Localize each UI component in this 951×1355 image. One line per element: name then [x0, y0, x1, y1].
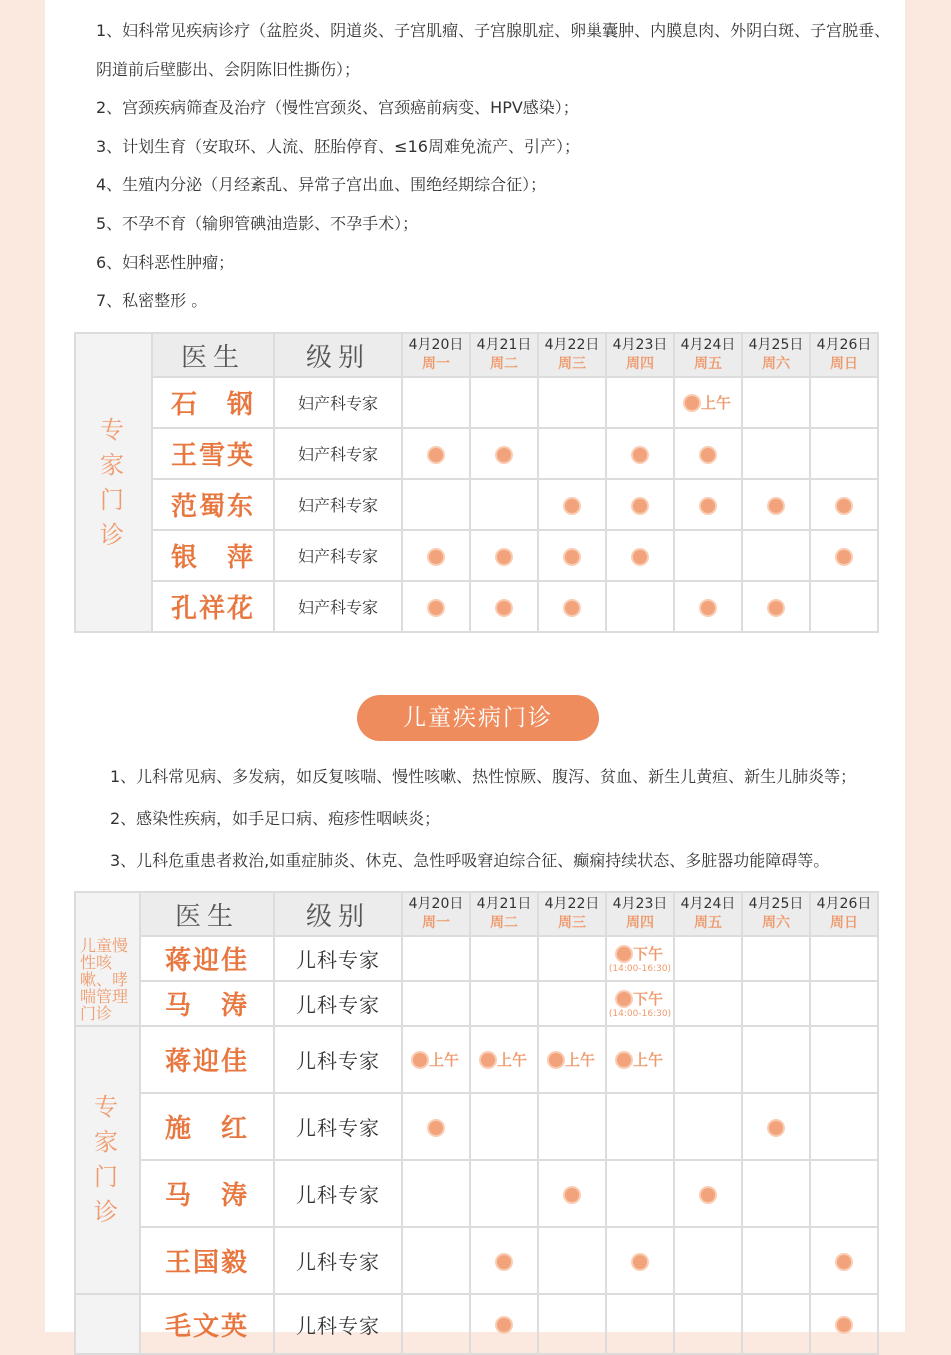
clinic-type-label: [75, 1294, 140, 1354]
session-time: (14:00-16:30): [608, 1009, 672, 1019]
clinic-available-dot-icon: [429, 448, 443, 462]
slot-cell: [470, 1093, 538, 1160]
list-item: 阴道前后壁膨出、会阴陈旧性撕伤）；: [96, 60, 361, 79]
clinic-available-dot-icon: [769, 1121, 783, 1135]
slot-cell: [402, 936, 470, 981]
slot-cell: [538, 1026, 606, 1093]
date-header: 4月26日 周日: [810, 892, 878, 936]
clinic-available-dot-icon: [633, 448, 647, 462]
doctor-name: 蒋迎佳: [140, 1026, 274, 1093]
clinic-available-dot-icon: [701, 1188, 715, 1202]
doctor-name: 马 涛: [140, 981, 274, 1026]
slot-cell: [606, 1026, 674, 1093]
date-header: 4月26日 周日: [810, 333, 878, 377]
slot-cell: [742, 581, 810, 632]
slot-cell: [538, 1160, 606, 1227]
slot-cell: [674, 428, 742, 479]
doctor-column-header: 医生: [140, 892, 274, 936]
clinic-available-dot-icon: [549, 1053, 563, 1067]
slot-cell: [606, 1093, 674, 1160]
slot-cell: [402, 377, 470, 428]
doctor-name: 孔祥花: [152, 581, 274, 632]
slot-cell: [402, 479, 470, 530]
slot-cell: [674, 530, 742, 581]
slot-cell: [402, 1294, 470, 1354]
slot-cell: [810, 1093, 878, 1160]
doctor-level: 妇产科专家: [274, 581, 402, 632]
doctor-level: 妇产科专家: [274, 377, 402, 428]
slot-cell: [402, 581, 470, 632]
slot-cell: [742, 428, 810, 479]
slot-cell: [538, 479, 606, 530]
slot-cell: [674, 581, 742, 632]
slot-cell: [538, 1294, 606, 1354]
slot-cell: [810, 377, 878, 428]
slot-cell: [538, 530, 606, 581]
date-header: 4月25日 周六: [742, 892, 810, 936]
doctor-name: 蒋迎佳: [140, 936, 274, 981]
clinic-available-dot-icon: [565, 601, 579, 615]
doctor-name: 毛文英: [140, 1294, 274, 1354]
date-header: 4月24日 周五: [674, 892, 742, 936]
gynecology-schedule-table: [74, 332, 879, 633]
date-header: 4月23日 周四: [606, 892, 674, 936]
clinic-available-dot-icon: [429, 1121, 443, 1135]
date-header: 4月20日 周一: [402, 333, 470, 377]
clinic-available-dot-icon: [481, 1053, 495, 1067]
session-label: 上午: [496, 1051, 527, 1069]
date-header: 4月22日 周三: [538, 892, 606, 936]
list-item: 1、妇科常见疾病诊疗（盆腔炎、阴道炎、子宫肌瘤、子宫腺肌症、卵巢囊肿、内膜息肉、外阴白斑、子宫脱垂、: [96, 21, 891, 40]
slot-cell: [674, 936, 742, 981]
slot-cell: [402, 1160, 470, 1227]
level-column-header: 级别: [274, 892, 402, 936]
table-row: [75, 1160, 878, 1227]
level-column-header: 级别: [274, 333, 402, 377]
list-item: 6、妇科恶性肿瘤；: [96, 253, 235, 272]
slot-cell: [470, 1294, 538, 1354]
clinic-available-dot-icon: [497, 550, 511, 564]
doctor-level: 儿科专家: [274, 1160, 402, 1227]
slot-cell: [742, 1294, 810, 1354]
table-row: [75, 530, 878, 581]
clinic-type-label: 专家门诊: [75, 1026, 140, 1294]
clinic-available-dot-icon: [429, 601, 443, 615]
slot-cell: [606, 377, 674, 428]
clinic-available-dot-icon: [633, 499, 647, 513]
date-header: 4月24日 周五: [674, 333, 742, 377]
clinic-type-label: 儿童慢性咳嗽、哮喘管理门诊: [75, 892, 140, 1026]
clinic-available-dot-icon: [633, 550, 647, 564]
clinic-available-dot-icon: [701, 601, 715, 615]
doctor-level: 妇产科专家: [274, 479, 402, 530]
slot-cell: [538, 428, 606, 479]
slot-cell: [606, 1160, 674, 1227]
slot-cell: [538, 1227, 606, 1294]
date-header: 4月21日 周二: [470, 333, 538, 377]
clinic-available-dot-icon: [429, 550, 443, 564]
slot-cell: [606, 1294, 674, 1354]
date-header: 4月23日 周四: [606, 333, 674, 377]
slot-cell: [538, 581, 606, 632]
slot-cell: [402, 530, 470, 581]
doctor-name: 王国毅: [140, 1227, 274, 1294]
session-label: 上午: [564, 1051, 595, 1069]
slot-cell: [538, 981, 606, 1026]
date-header: 4月25日 周六: [742, 333, 810, 377]
clinic-available-dot-icon: [497, 448, 511, 462]
slot-cell: [606, 1227, 674, 1294]
slot-cell: [470, 936, 538, 981]
slot-cell: [470, 377, 538, 428]
clinic-available-dot-icon: [769, 601, 783, 615]
slot-cell: [742, 1093, 810, 1160]
clinic-available-dot-icon: [837, 550, 851, 564]
slot-cell: [538, 1093, 606, 1160]
slot-cell: [810, 1026, 878, 1093]
slot-cell: [674, 377, 742, 428]
date-header: 4月22日 周三: [538, 333, 606, 377]
slot-cell: [402, 1093, 470, 1160]
slot-cell: [470, 1227, 538, 1294]
slot-cell: [402, 981, 470, 1026]
session-label: 下午: [632, 990, 663, 1008]
table-row: [75, 936, 878, 981]
session-label: 下午: [632, 945, 663, 963]
slot-cell: [810, 428, 878, 479]
clinic-available-dot-icon: [617, 947, 631, 961]
slot-cell: [810, 936, 878, 981]
slot-cell: [674, 1093, 742, 1160]
session-label: 上午: [632, 1051, 663, 1069]
doctor-level: 妇产科专家: [274, 428, 402, 479]
slot-cell: [742, 1160, 810, 1227]
slot-cell: [742, 530, 810, 581]
clinic-available-dot-icon: [565, 499, 579, 513]
slot-cell: [606, 936, 674, 981]
list-item: 2、宫颈疾病筛查及治疗（慢性宫颈炎、宫颈癌前病变、HPV感染）；: [96, 98, 579, 117]
list-item: 7、私密整形 。: [96, 291, 208, 310]
doctor-level: 儿科专家: [274, 936, 402, 981]
slot-cell: [810, 1227, 878, 1294]
slot-cell: [402, 1026, 470, 1093]
table-row: [75, 1093, 878, 1160]
doctor-name: 银 萍: [152, 530, 274, 581]
clinic-available-dot-icon: [685, 396, 699, 410]
slot-cell: [674, 479, 742, 530]
table-row: [75, 581, 878, 632]
clinic-available-dot-icon: [497, 601, 511, 615]
slot-cell: [606, 981, 674, 1026]
slot-cell: [810, 479, 878, 530]
slot-cell: [810, 1294, 878, 1354]
slot-cell: [538, 377, 606, 428]
slot-cell: [470, 981, 538, 1026]
table-row: [75, 1026, 878, 1093]
doctor-name: 施 红: [140, 1093, 274, 1160]
list-item: 2、感染性疾病，如手足口病、疱疹性咽峡炎；: [110, 809, 441, 828]
slot-cell: [674, 1294, 742, 1354]
clinic-available-dot-icon: [701, 448, 715, 462]
clinic-available-dot-icon: [837, 1255, 851, 1269]
table-row: [75, 479, 878, 530]
doctor-name: 马 涛: [140, 1160, 274, 1227]
slot-cell: [742, 1026, 810, 1093]
slot-cell: [674, 1026, 742, 1093]
slot-cell: [402, 1227, 470, 1294]
slot-cell: [470, 581, 538, 632]
clinic-available-dot-icon: [617, 992, 631, 1006]
table-row: [75, 981, 878, 1026]
slot-cell: [674, 1160, 742, 1227]
doctor-level: 儿科专家: [274, 1026, 402, 1093]
slot-cell: [742, 936, 810, 981]
slot-cell: [606, 479, 674, 530]
table-row: [75, 428, 878, 479]
slot-cell: [606, 428, 674, 479]
doctor-level: 儿科专家: [274, 981, 402, 1026]
slot-cell: [674, 1227, 742, 1294]
doctor-level: 儿科专家: [274, 1294, 402, 1354]
pediatric-schedule-table: [74, 891, 879, 1355]
slot-cell: [470, 530, 538, 581]
session-label: 上午: [428, 1051, 459, 1069]
doctor-name: 石 钢: [152, 377, 274, 428]
pediatric-clinic-title-button[interactable]: 儿童疾病门诊: [357, 695, 599, 741]
list-item: 3、儿科危重患者救治,如重症肺炎、休克、急性呼吸窘迫综合征、癫痫持续状态、多脏器功能障碍等。: [110, 851, 830, 870]
slot-cell: [606, 581, 674, 632]
clinic-type-label: 专家门诊: [75, 333, 152, 632]
slot-cell: [402, 428, 470, 479]
doctor-level: 儿科专家: [274, 1093, 402, 1160]
slot-cell: [810, 581, 878, 632]
date-header: 4月21日 周二: [470, 892, 538, 936]
table-row: [75, 1294, 878, 1354]
slot-cell: [810, 530, 878, 581]
clinic-available-dot-icon: [633, 1255, 647, 1269]
session-time: (14:00-16:30): [608, 964, 672, 974]
doctor-level: 儿科专家: [274, 1227, 402, 1294]
clinic-available-dot-icon: [617, 1053, 631, 1067]
slot-cell: [742, 479, 810, 530]
slot-cell: [742, 1227, 810, 1294]
clinic-available-dot-icon: [497, 1255, 511, 1269]
slot-cell: [810, 1160, 878, 1227]
slot-cell: [470, 428, 538, 479]
slot-cell: [674, 981, 742, 1026]
slot-cell: [470, 479, 538, 530]
doctor-column-header: 医生: [152, 333, 274, 377]
clinic-available-dot-icon: [497, 1318, 511, 1332]
session-label: 上午: [700, 394, 731, 412]
slot-cell: [742, 981, 810, 1026]
slot-cell: [470, 1160, 538, 1227]
clinic-available-dot-icon: [837, 1318, 851, 1332]
clinic-available-dot-icon: [701, 499, 715, 513]
doctor-name: 范蜀东: [152, 479, 274, 530]
table-row: [75, 1227, 878, 1294]
clinic-available-dot-icon: [565, 550, 579, 564]
clinic-available-dot-icon: [769, 499, 783, 513]
list-item: 3、计划生育（安取环、人流、胚胎停育、≤16周难免流产、引产）；: [96, 137, 580, 156]
slot-cell: [606, 530, 674, 581]
clinic-available-dot-icon: [837, 499, 851, 513]
slot-cell: [810, 981, 878, 1026]
slot-cell: [538, 936, 606, 981]
slot-cell: [742, 377, 810, 428]
list-item: 1、儿科常见病、多发病，如反复咳喘、慢性咳嗽、热性惊厥、腹泻、贫血、新生儿黄疸、新生儿肺炎等；: [110, 767, 857, 786]
list-item: 4、生殖内分泌（月经紊乱、异常子宫出血、围绝经期综合征）；: [96, 175, 547, 194]
date-header: 4月20日 周一: [402, 892, 470, 936]
doctor-level: 妇产科专家: [274, 530, 402, 581]
clinic-available-dot-icon: [565, 1188, 579, 1202]
table-row: [75, 377, 878, 428]
doctor-name: 王雪英: [152, 428, 274, 479]
list-item: 5、不孕不育（输卵管碘油造影、不孕手术）；: [96, 214, 419, 233]
slot-cell: [470, 1026, 538, 1093]
clinic-available-dot-icon: [413, 1053, 427, 1067]
